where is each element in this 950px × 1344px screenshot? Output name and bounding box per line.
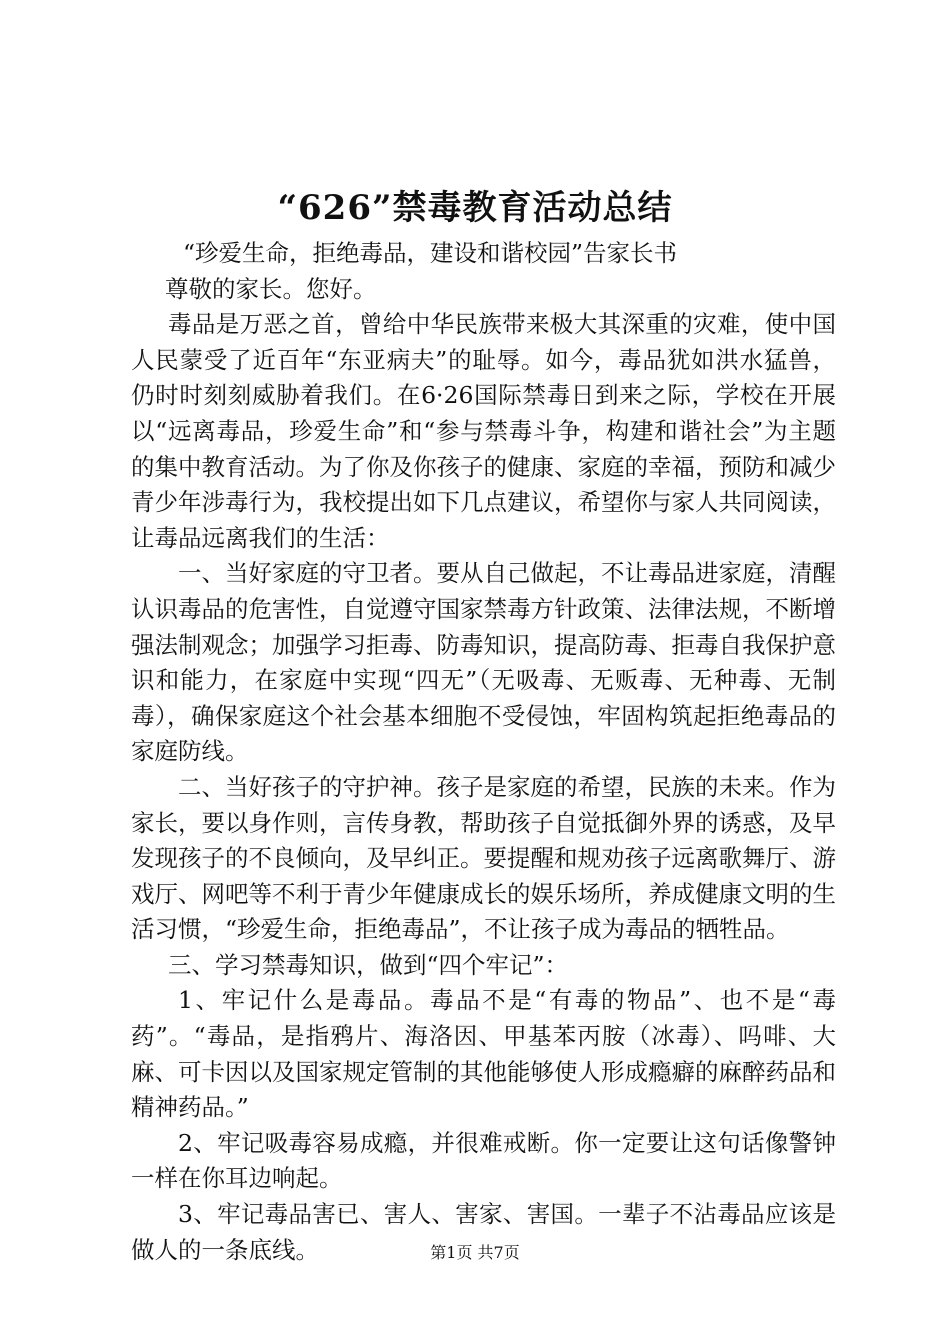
document-title: “626”禁毒教育活动总结: [277, 188, 673, 228]
suggestion-two-paragraph: 二、当好孩子的守护神。孩子是家庭的希望，民族的未来。作为家长，要以身作则，言传身教，帮助孩子自觉抵御外界的诱惑，及早发现孩子的不良倾向，及早纠正。要提醒和规劝孩子远离歌舞厅、游戏厅、网吧等不利于青少年健康成长的娱乐场所，养成健康文明的生活习惯，“珍爱生命，拒绝毒品”，不让孩子成为毒品的牺牲品。: [131, 772, 836, 944]
suggestion-one-paragraph: 一、当好家庭的守卫者。要从自己做起，不让毒品进家庭，清醒认识毒品的危害性，自觉遵守国家禁毒方针政策、法律法规，不断增强法制观念；加强学习拒毒、防毒知识，提高防毒、拒毒自我保护意识和能力，在家庭中实现“四无”（无吸毒、无贩毒、无种毒、无制毒），确保家庭这个社会基本细胞不受侵蚀，牢固构筑起拒绝毒品的家庭防线。: [131, 559, 836, 766]
remember-item-3: 3、牢记毒品害已、害人、害家、害国。一辈子不沾毒品应该是做人的一条底线。: [131, 1200, 836, 1264]
remember-item-2: 2、牢记吸毒容易成瘾，并很难戒断。你一定要让这句话像警钟一样在你耳边响起。: [131, 1128, 836, 1193]
document-body: [131, 236, 836, 1268]
suggestion-three-heading: 三、学习禁毒知识，做到“四个牢记”：: [168, 950, 569, 979]
remember-item-1: 1、牢记什么是毒品。毒品不是“有毒的物品”、也不是“毒药”。“毒品，是指鸦片、海洛因、甲基苯丙胺（冰毒）、吗啡、大麻、可卡因以及国家规定管制的其他能够使人形成瘾癖的麻醉药品和精神药品。”: [131, 986, 836, 1122]
letter-heading: “珍爱生命，拒绝毒品，建设和谐校园”告家长书: [183, 239, 678, 267]
page-number-footer: 第1页 共7页: [430, 1243, 520, 1262]
intro-paragraph: 毒品是万恶之首，曾给中华民族带来极大其深重的灾难，使中国人民蒙受了近百年“东亚病夫”的耻辱。如今，毒品犹如洪水猛兽，仍时时刻刻威胁着我们。在6·26国际禁毒日到来之际，学校在开展以“远离毒品，珍爱生命”和“参与禁毒斗争，构建和谐社会”为主题的集中教育活动。为了你及你孩子的健康、家庭的幸福，预防和减少青少年涉毒行为，我校提出如下几点建议，希望你与家人共同阅读，让毒品远离我们的生活：: [131, 310, 836, 552]
salutation: 尊敬的家长。您好。: [165, 274, 377, 303]
